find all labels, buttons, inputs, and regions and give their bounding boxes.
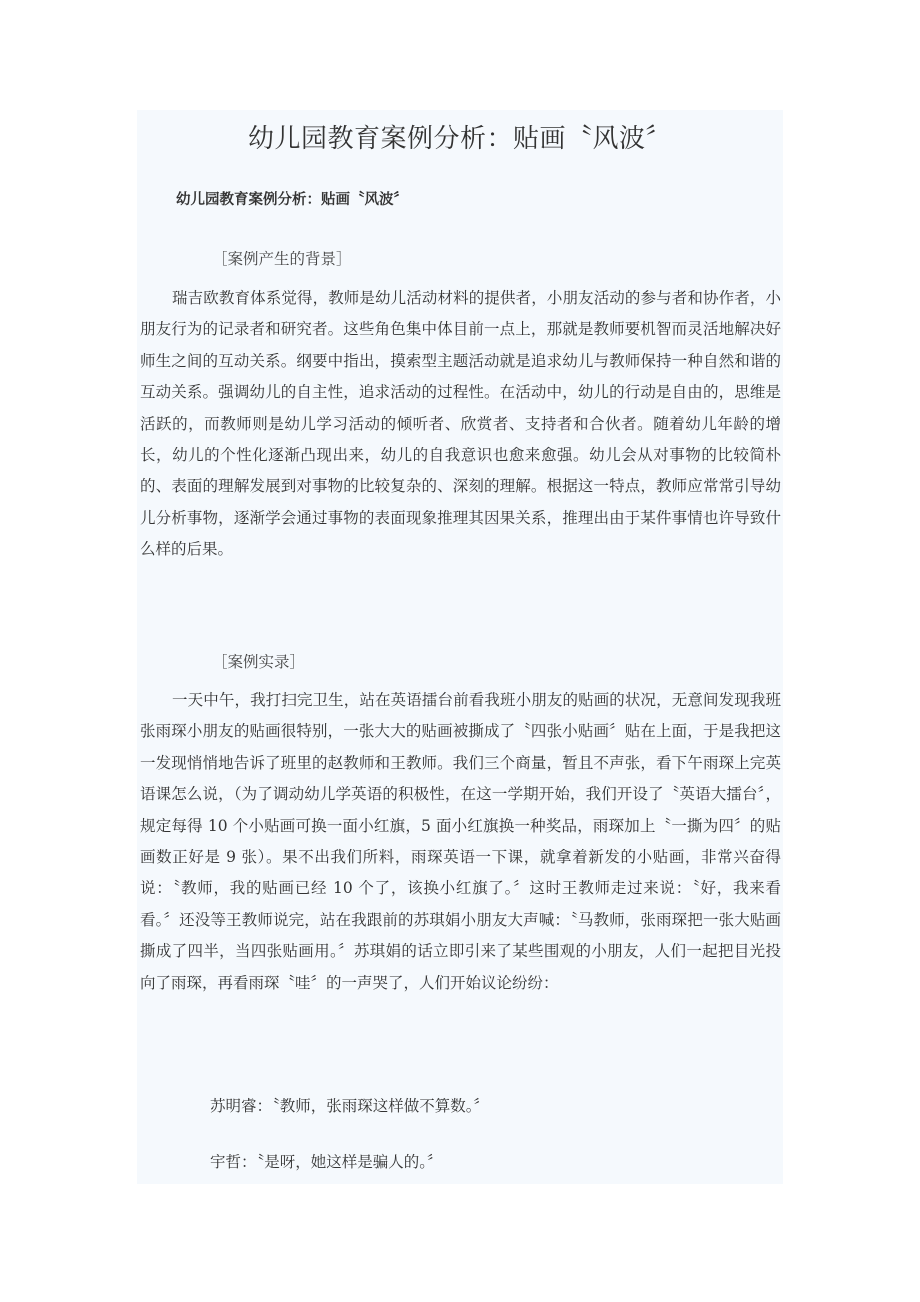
paragraph-record: 一天中午，我打扫完卫生，站在英语擂台前看我班小朋友的贴画的状况，无意间发现我班张雨琛小朋友的贴画很特别，一张大大的贴画被撕成了〝四张小贴画〞贴在上面，于是我把这一发现悄悄地告诉了班里的赵教师和王教师。我们三个商量，暂且不声张，看下午雨琛上完英语课怎么说，（为了调动幼儿学英语的积极性，在这一学期开始，我们开设了〝英语大擂台〞，规定每得 10 个小贴画可换一面小红旗，5 面小红旗换一种奖品，雨琛加上〝一撕为四〞的贴画数正好是 9 张）。果不出我们所料，雨琛英语一下课，就拿着新发的小贴画，非常兴奋得说：〝教师，我的贴画已经 10 个了，该换小红旗了。〞这时王教师走过来说：〝好，我来看看。〞还没等王教师说完，站在我跟前的苏琪娟小朋友大声喊：〝马教师，张雨琛把一张大贴画撕成了四半，当四张贴画用。〞苏琪娟的话立即引来了某些围观的小朋友，人们一起把目光投向了雨琛，再看雨琛〝哇〞的一声哭了，人们开始议论纷纷： <box>140 691 781 992</box>
document-subtitle: 幼儿园教育案例分析：贴画〝风波〞 <box>176 192 408 208</box>
dialogue-line: 宇哲：〝是呀，她这样是骗人的。〞 <box>210 1153 443 1171</box>
dialogue-line: 苏明睿：〝教师，张雨琛这样做不算数。〞 <box>210 1097 490 1115</box>
section-heading-record: ［案例实录］ <box>212 653 306 671</box>
document-title: 幼儿园教育案例分析：贴画〝风波〞 <box>247 124 672 154</box>
document-panel <box>137 110 783 1184</box>
section-heading-background: ［案例产生的背景］ <box>212 250 352 268</box>
paragraph-background: 瑞吉欧教育体系觉得，教师是幼儿活动材料的提供者，小朋友活动的参与者和协作者，小朋友行为的记录者和研究者。这些角色集中体目前一点上，那就是教师要机智而灵活地解决好师生之间的互动关系。纲要中指出，摸索型主题活动就是追求幼儿与教师保持一种自然和谐的互动关系。强调幼儿的自主性，追求活动的过程性。在活动中，幼儿的行动是自由的，思维是活跃的，而教师则是幼儿学习活动的倾听者、欣赏者、支持者和合伙者。随着幼儿年龄的增长，幼儿的个性化逐渐凸现出来，幼儿的自我意识也愈来愈强。幼儿会从对事物的比较简朴的、表面的理解发展到对事物的比较复杂的、深刻的理解。根据这一特点，教师应常常引导幼儿分析事物，逐渐学会通过事物的表面现象推理其因果关系，推理出由于某件事情也许导致什么样的后果。 <box>140 289 781 559</box>
